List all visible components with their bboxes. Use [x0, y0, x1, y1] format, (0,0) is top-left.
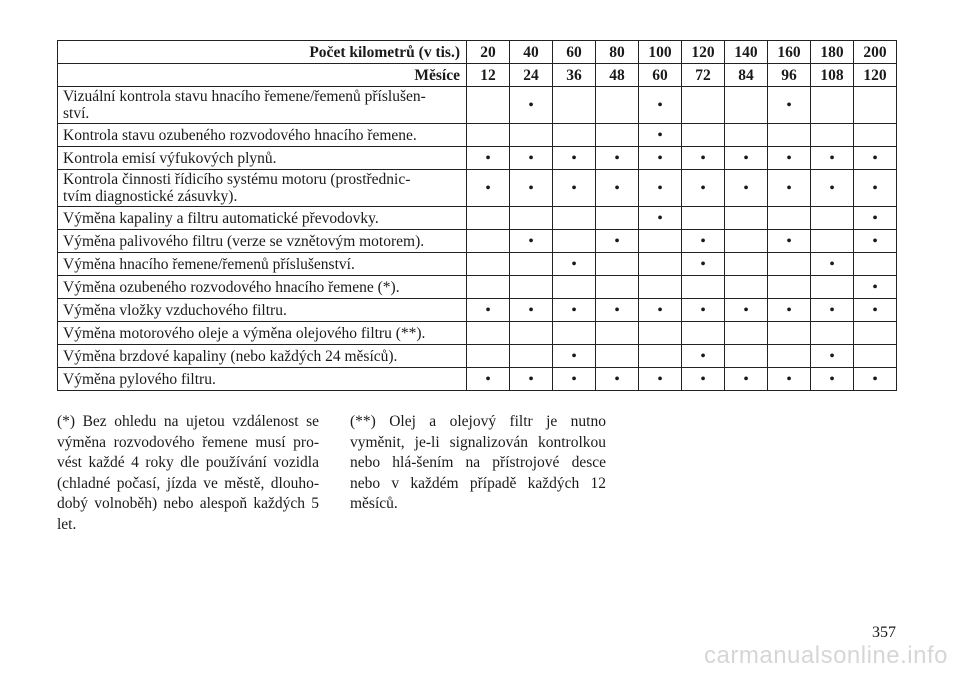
empty-cell	[510, 124, 553, 147]
empty-cell	[639, 276, 682, 299]
service-mark-cell: •	[467, 147, 510, 170]
months-header-row	[58, 64, 897, 87]
empty-cell	[768, 322, 811, 345]
empty-cell	[854, 345, 897, 368]
service-mark-cell: •	[768, 368, 811, 391]
empty-cell	[725, 345, 768, 368]
service-mark-cell: •	[682, 170, 725, 207]
service-mark-cell: •	[596, 230, 639, 253]
empty-cell	[510, 207, 553, 230]
schedule-row	[58, 170, 897, 207]
km-header-row	[58, 41, 897, 64]
service-item-label: Výměna ozubeného rozvodového hnacího řemene (*).	[58, 276, 467, 299]
service-mark-cell: •	[639, 368, 682, 391]
empty-cell	[553, 87, 596, 124]
service-mark-cell: •	[854, 147, 897, 170]
empty-cell	[768, 253, 811, 276]
service-mark-cell: •	[725, 147, 768, 170]
empty-cell	[811, 276, 854, 299]
km-interval-header: 200	[854, 41, 897, 64]
service-item-label: Vizuální kontrola stavu hnacího řemene/řemenů příslušen- ství.	[58, 87, 467, 124]
empty-cell	[467, 207, 510, 230]
service-item-label: Kontrola stavu ozubeného rozvodového hnacího řemene.	[58, 124, 467, 147]
service-mark-cell: •	[510, 87, 553, 124]
schedule-row	[58, 322, 897, 345]
empty-cell	[811, 87, 854, 124]
service-item-label: Výměna brzdové kapaliny (nebo každých 24 měsíců).	[58, 345, 467, 368]
empty-cell	[596, 207, 639, 230]
service-mark-cell: •	[467, 299, 510, 322]
months-interval-header: 12	[467, 64, 510, 87]
empty-cell	[596, 124, 639, 147]
service-mark-cell: •	[682, 253, 725, 276]
empty-cell	[725, 124, 768, 147]
service-mark-cell: •	[811, 299, 854, 322]
months-interval-header: 96	[768, 64, 811, 87]
empty-cell	[811, 230, 854, 253]
months-interval-header: 84	[725, 64, 768, 87]
empty-cell	[725, 87, 768, 124]
months-interval-header: 60	[639, 64, 682, 87]
empty-cell	[725, 253, 768, 276]
service-mark-cell: •	[768, 299, 811, 322]
service-mark-cell: •	[596, 147, 639, 170]
service-mark-cell: •	[596, 170, 639, 207]
service-mark-cell: •	[553, 368, 596, 391]
service-mark-cell: •	[639, 124, 682, 147]
schedule-row	[58, 207, 897, 230]
empty-cell	[467, 322, 510, 345]
schedule-row	[58, 276, 897, 299]
service-mark-cell: •	[854, 170, 897, 207]
schedule-row	[58, 124, 897, 147]
months-interval-header: 24	[510, 64, 553, 87]
km-interval-header: 140	[725, 41, 768, 64]
km-interval-header: 40	[510, 41, 553, 64]
empty-cell	[854, 322, 897, 345]
empty-cell	[467, 87, 510, 124]
empty-cell	[639, 345, 682, 368]
service-item-label: Výměna hnacího řemene/řemenů příslušenství.	[58, 253, 467, 276]
service-mark-cell: •	[553, 253, 596, 276]
km-interval-header: 100	[639, 41, 682, 64]
empty-cell	[510, 253, 553, 276]
empty-cell	[682, 322, 725, 345]
service-mark-cell: •	[553, 147, 596, 170]
schedule-row	[58, 253, 897, 276]
service-mark-cell: •	[639, 87, 682, 124]
empty-cell	[725, 207, 768, 230]
empty-cell	[811, 322, 854, 345]
service-mark-cell: •	[811, 345, 854, 368]
schedule-row	[58, 299, 897, 322]
service-mark-cell: •	[639, 299, 682, 322]
service-mark-cell: •	[768, 230, 811, 253]
empty-cell	[768, 207, 811, 230]
months-interval-header: 120	[854, 64, 897, 87]
empty-cell	[725, 322, 768, 345]
service-mark-cell: •	[596, 368, 639, 391]
service-mark-cell: •	[854, 299, 897, 322]
empty-cell	[725, 230, 768, 253]
km-interval-header: 120	[682, 41, 725, 64]
empty-cell	[811, 124, 854, 147]
service-mark-cell: •	[725, 368, 768, 391]
service-mark-cell: •	[725, 170, 768, 207]
service-mark-cell: •	[854, 230, 897, 253]
service-mark-cell: •	[510, 147, 553, 170]
km-interval-header: 20	[467, 41, 510, 64]
service-mark-cell: •	[811, 170, 854, 207]
empty-cell	[854, 87, 897, 124]
watermark-text: carmanualsonline.info	[704, 642, 948, 669]
service-item-label: Výměna pylového filtru.	[58, 368, 467, 391]
page-number: 357	[872, 624, 896, 641]
service-mark-cell: •	[596, 299, 639, 322]
empty-cell	[553, 322, 596, 345]
schedule-row	[58, 345, 897, 368]
empty-cell	[854, 124, 897, 147]
service-item-label: Kontrola emisí výfukových plynů.	[58, 147, 467, 170]
empty-cell	[639, 253, 682, 276]
empty-cell	[682, 207, 725, 230]
empty-cell	[467, 276, 510, 299]
months-interval-header: 72	[682, 64, 725, 87]
empty-cell	[682, 276, 725, 299]
service-mark-cell: •	[768, 87, 811, 124]
empty-cell	[639, 322, 682, 345]
service-item-label: Kontrola činnosti řídicího systému motoru (prostřednic- tvím diagnostické zásuvky).	[58, 170, 467, 207]
empty-cell	[682, 87, 725, 124]
service-mark-cell: •	[811, 253, 854, 276]
empty-cell	[682, 124, 725, 147]
service-mark-cell: •	[467, 368, 510, 391]
service-item-label: Výměna palivového filtru (verze se vznětovým motorem).	[58, 230, 467, 253]
empty-cell	[467, 230, 510, 253]
service-mark-cell: •	[682, 230, 725, 253]
schedule-row	[58, 368, 897, 391]
empty-cell	[768, 124, 811, 147]
empty-cell	[768, 345, 811, 368]
schedule-row	[58, 147, 897, 170]
km-interval-header: 160	[768, 41, 811, 64]
footnote-timing-belt: (*) Bez ohledu na ujetou vzdálenost se výměna rozvodového řemene musí pro-vést každé 4 roky dle používání vozidla (chladné počasí, jízda ve městě, dlouho-dobý volnoběh) nebo alespoň každých 5 let.	[57, 413, 319, 533]
service-mark-cell: •	[682, 345, 725, 368]
service-mark-cell: •	[639, 170, 682, 207]
service-mark-cell: •	[811, 147, 854, 170]
service-mark-cell: •	[854, 368, 897, 391]
empty-cell	[553, 230, 596, 253]
empty-cell	[553, 124, 596, 147]
service-mark-cell: •	[682, 147, 725, 170]
months-header-label: Měsíce	[58, 64, 467, 87]
km-header-label: Počet kilometrů (v tis.)	[58, 41, 467, 64]
schedule-row	[58, 230, 897, 253]
service-item-label: Výměna vložky vzduchového filtru.	[58, 299, 467, 322]
service-mark-cell: •	[639, 147, 682, 170]
service-mark-cell: •	[510, 230, 553, 253]
empty-cell	[811, 207, 854, 230]
schedule-body	[58, 87, 897, 391]
empty-cell	[596, 322, 639, 345]
footnote-oil-change: (**) Olej a olejový filtr je nutno vyměnit, je-li signalizován kontrolkou nebo hlá-šením na přístrojové desce nebo v každém případě každých 12 měsíců.	[350, 413, 606, 512]
service-item-label: Výměna motorového oleje a výměna olejového filtru (**).	[58, 322, 467, 345]
service-mark-cell: •	[811, 368, 854, 391]
empty-cell	[467, 124, 510, 147]
service-mark-cell: •	[510, 368, 553, 391]
months-interval-header: 108	[811, 64, 854, 87]
service-mark-cell: •	[510, 170, 553, 207]
service-mark-cell: •	[510, 299, 553, 322]
empty-cell	[725, 276, 768, 299]
km-interval-header: 80	[596, 41, 639, 64]
service-mark-cell: •	[682, 368, 725, 391]
service-mark-cell: •	[768, 147, 811, 170]
service-mark-cell: •	[553, 345, 596, 368]
empty-cell	[510, 322, 553, 345]
empty-cell	[596, 276, 639, 299]
service-mark-cell: •	[854, 207, 897, 230]
service-mark-cell: •	[553, 299, 596, 322]
km-interval-header: 180	[811, 41, 854, 64]
service-item-label: Výměna kapaliny a filtru automatické převodovky.	[58, 207, 467, 230]
empty-cell	[510, 276, 553, 299]
empty-cell	[553, 276, 596, 299]
empty-cell	[467, 345, 510, 368]
months-interval-header: 36	[553, 64, 596, 87]
empty-cell	[596, 253, 639, 276]
service-mark-cell: •	[682, 299, 725, 322]
service-mark-cell: •	[553, 170, 596, 207]
service-mark-cell: •	[725, 299, 768, 322]
empty-cell	[553, 207, 596, 230]
service-mark-cell: •	[639, 207, 682, 230]
service-mark-cell: •	[854, 276, 897, 299]
service-mark-cell: •	[768, 170, 811, 207]
empty-cell	[768, 276, 811, 299]
empty-cell	[596, 345, 639, 368]
empty-cell	[854, 253, 897, 276]
empty-cell	[596, 87, 639, 124]
maintenance-schedule-table	[57, 40, 897, 391]
empty-cell	[639, 230, 682, 253]
empty-cell	[467, 253, 510, 276]
months-interval-header: 48	[596, 64, 639, 87]
empty-cell	[510, 345, 553, 368]
schedule-row	[58, 87, 897, 124]
km-interval-header: 60	[553, 41, 596, 64]
service-mark-cell: •	[467, 170, 510, 207]
